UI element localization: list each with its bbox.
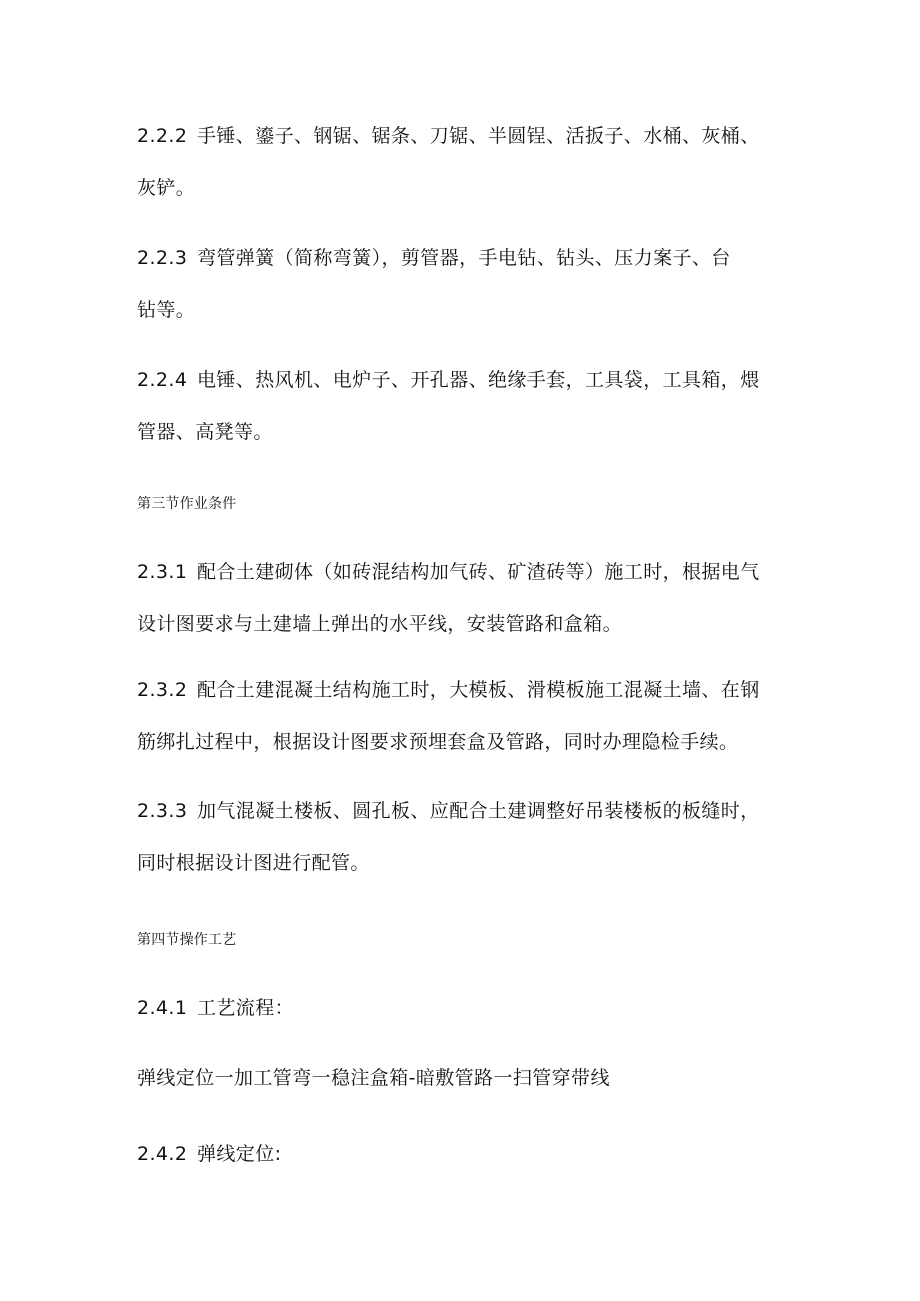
paragraph-2-2-3 xyxy=(137,232,787,336)
clause-number: 2.4.1 xyxy=(137,997,188,1019)
clause-text: 弯管弹簧（简称弯簧），剪管器，手电钻、钻头、压力案子、台 xyxy=(197,247,731,269)
clause-number: 2.3.2 xyxy=(137,679,188,701)
paragraph-2-3-2 xyxy=(137,664,787,768)
paragraph-line xyxy=(137,1128,787,1180)
paragraph-line xyxy=(137,110,787,162)
clause-number: 2.2.3 xyxy=(137,247,188,269)
process-flow-text: 弹线定位一加工管弯一稳注盒箱-暗敷管路一扫管穿带线 xyxy=(137,1067,610,1089)
clause-text: 配合土建混凝土结构施工时，大模板、滑模板施工混凝土墙、在钢 xyxy=(197,679,760,701)
paragraph-2-3-1 xyxy=(137,546,787,650)
paragraph-2-4-1 xyxy=(137,982,787,1034)
section-heading-4: 第四节操作工艺 xyxy=(137,932,237,948)
paragraph-2-2-2 xyxy=(137,110,787,214)
paragraph-line-continuation: 设计图要求与土建墙上弹出的水平线，安装管路和盒箱。 xyxy=(137,613,623,635)
clause-number: 2.3.3 xyxy=(137,800,188,822)
paragraph-line-continuation: 管器、高凳等。 xyxy=(137,421,273,443)
clause-text: 弹线定位: xyxy=(197,1143,282,1165)
paragraph-line-continuation: 灰铲。 xyxy=(137,177,196,199)
clause-number: 2.2.2 xyxy=(137,125,188,147)
paragraph-line xyxy=(137,354,787,406)
paragraph-2-2-4 xyxy=(137,354,787,458)
paragraph-line-continuation: 钻等。 xyxy=(137,299,196,321)
clause-text: 配合土建砌体（如砖混结构加气砖、矿渣砖等）施工时，根据电气 xyxy=(197,561,760,583)
paragraph-line xyxy=(137,664,787,716)
paragraph-line xyxy=(137,232,787,284)
clause-number: 2.2.4 xyxy=(137,369,188,391)
process-flow-line xyxy=(137,1052,787,1104)
clause-text: 加气混凝土楼板、圆孔板、应配合土建调整好吊装楼板的板缝时， xyxy=(197,800,760,822)
clause-text: 手锤、鎏子、钢锯、锯条、刀锯、半圆锃、活扳子、水桶、灰桶、 xyxy=(197,125,760,147)
clause-number: 2.4.2 xyxy=(137,1143,188,1165)
clause-text: 工艺流程： xyxy=(197,997,295,1019)
paragraph-line xyxy=(137,982,787,1034)
paragraph-2-3-3 xyxy=(137,785,787,889)
clause-number: 2.3.1 xyxy=(137,561,188,583)
section-heading-3: 第三节作业条件 xyxy=(137,496,237,512)
paragraph-2-4-2 xyxy=(137,1128,787,1180)
paragraph-line xyxy=(137,546,787,598)
paragraph-line xyxy=(137,785,787,837)
clause-text: 电锤、热风机、电炉子、开孔器、绝缘手套，工具袋，工具箱，煨 xyxy=(197,369,760,391)
paragraph-line-continuation: 同时根据设计图进行配管。 xyxy=(137,852,370,874)
paragraph-line-continuation: 筋绑扎过程中，根据设计图要求预埋套盒及管路，同时办理隐检手续。 xyxy=(137,731,739,753)
